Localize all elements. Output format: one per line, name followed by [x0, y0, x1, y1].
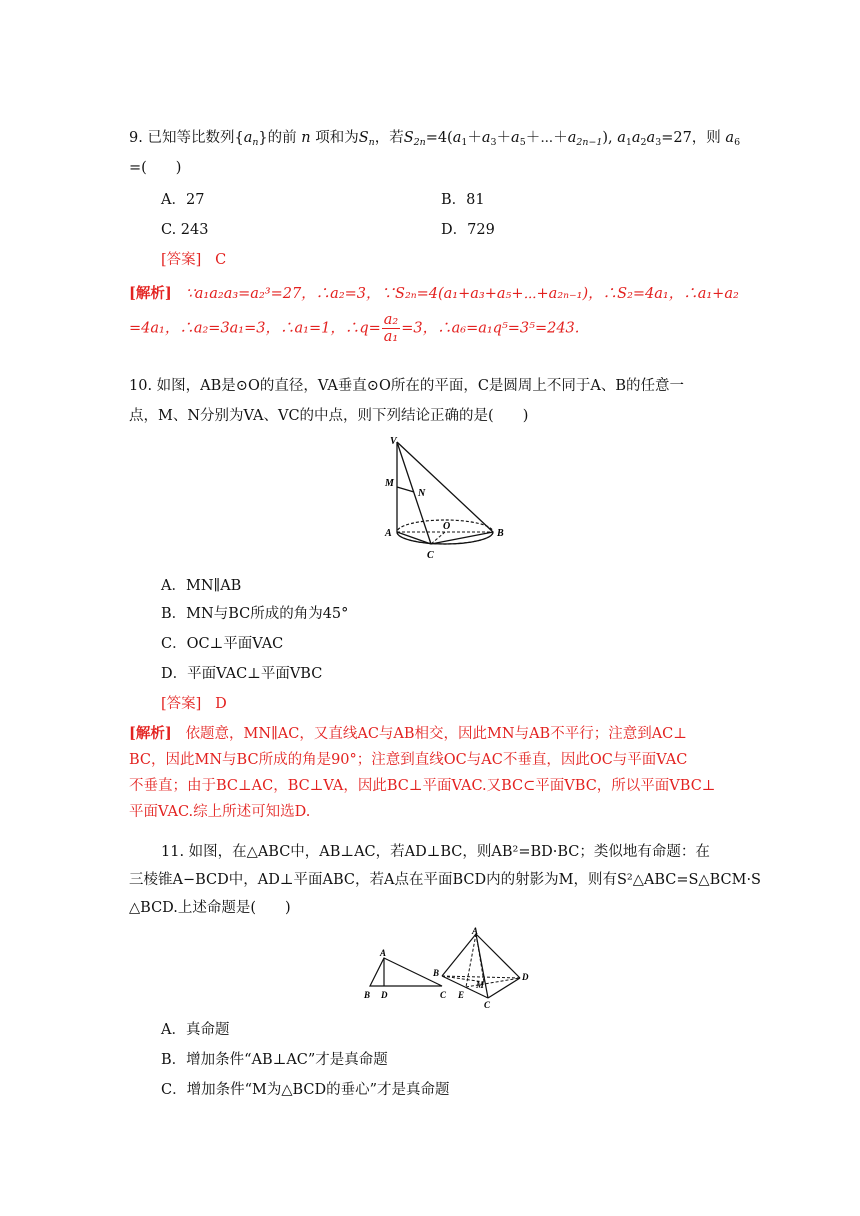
label-M: M [385, 478, 394, 489]
q10-stem-1: 10. 如图，AB是⊙O的直径，VA垂直⊙O所在的平面，C是圆周上不同于A、B的任意一 [129, 378, 685, 394]
q9-answer: [答案] C [161, 252, 227, 268]
label-E: E [458, 990, 465, 1000]
label-C: C [440, 990, 447, 1000]
label-V: V [390, 436, 397, 447]
label-D: D [522, 972, 529, 982]
label-A: A [385, 528, 392, 539]
q10-analysis-1: [解析] 依题意，MN∥AC，又直线AC与AB相交，因此MN与AB不平行；注意到AC⊥ [129, 725, 687, 742]
label-M: M [476, 980, 485, 990]
q10-analysis-2: BC，因此MN与BC所成的角是90°；注意到直线OC与AC不垂直，因此OC与平面VAC [129, 752, 688, 768]
q9-analysis-1: [解析] ∵a₁a₂a₃=a₂³=27，∴a₂=3，∵S₂ₙ=4(a₁+a₃+a₅+⋯+a₂ₙ₋₁)，∴S₂=4a₁，∴a₁+a₂ [129, 285, 739, 302]
label-D: D [381, 990, 388, 1000]
q11-stem-3: △BCD.上述命题是( ) [129, 900, 291, 916]
label-C: C [427, 550, 434, 561]
q10-option-c: C．OC⊥平面VAC [161, 636, 284, 652]
label-B: B [497, 528, 504, 539]
q9-option-d: D．729 [441, 222, 495, 238]
q11-stem-1: 11. 如图，在△ABC中，AB⊥AC，若AD⊥BC，则AB²=BD·BC；类似地有命题：在 [161, 844, 710, 860]
label-A: A [472, 926, 479, 936]
q11-option-a: A．真命题 [161, 1022, 230, 1038]
label-B: B [433, 968, 440, 978]
label-A: A [380, 948, 387, 958]
q9-option-a: A．27 [161, 192, 205, 208]
q9-stem-cont: =( ) [129, 160, 182, 176]
q9-analysis-2: =4a₁，∴a₂=3a₁=3，∴a₁=1，∴q= $\frac{\text{a₂}}{\text{a₁}}$ =3，∴a₆=a₁q⁵=3⁵=243. [129, 312, 580, 345]
label-O: O [443, 521, 451, 532]
q10-option-b: B．MN与BC所成的角为45° [161, 606, 349, 622]
q9-option-c: C. 243 [161, 222, 209, 238]
q10-analysis-3: 不垂直；由于BC⊥AC，BC⊥VA，因此BC⊥平面VAC.又BC⊂平面VBC，所以平面VBC⊥ [129, 778, 716, 794]
q11-option-b: B．增加条件“AB⊥AC”才是真命题 [161, 1052, 388, 1068]
label-N: N [418, 488, 426, 499]
q9-stem: 9. 已知等比数列$\{a_n\}$的前 n 项和为$S_n$，若$S_{2n}=4(a_1+a_3+a_5+\cdots+a_{2n-1})$, $a_1a_2a_3=27$，则 $a_6$ [129, 130, 741, 148]
q11-option-c: C．增加条件“M为△BCD的垂心”才是真命题 [161, 1082, 450, 1098]
q11-stem-2: 三棱锥A−BCD中，AD⊥平面ABC，若A点在平面BCD内的射影为M，则有S²△ABC=S△BCM·S [129, 872, 761, 888]
cone-figure [380, 432, 512, 564]
q10-option-d: D．平面VAC⊥平面VBC [161, 666, 323, 682]
label-B: B [364, 990, 371, 1000]
fraction: $\frac{\text{a₂}}{\text{a₁}}$ [383, 312, 399, 345]
q10-stem-2: 点，M、N分别为VA、VC的中点，则下列结论正确的是( ) [129, 408, 529, 424]
label-C: C [484, 1000, 491, 1010]
q9-option-b: B．81 [441, 192, 485, 208]
tetrahedron-figure [432, 926, 532, 1012]
q10-answer: [答案] D [161, 696, 227, 712]
q10-analysis-4: 平面VAC.综上所述可知选D. [129, 804, 311, 820]
q10-option-a: A．MN∥AB [161, 578, 242, 594]
